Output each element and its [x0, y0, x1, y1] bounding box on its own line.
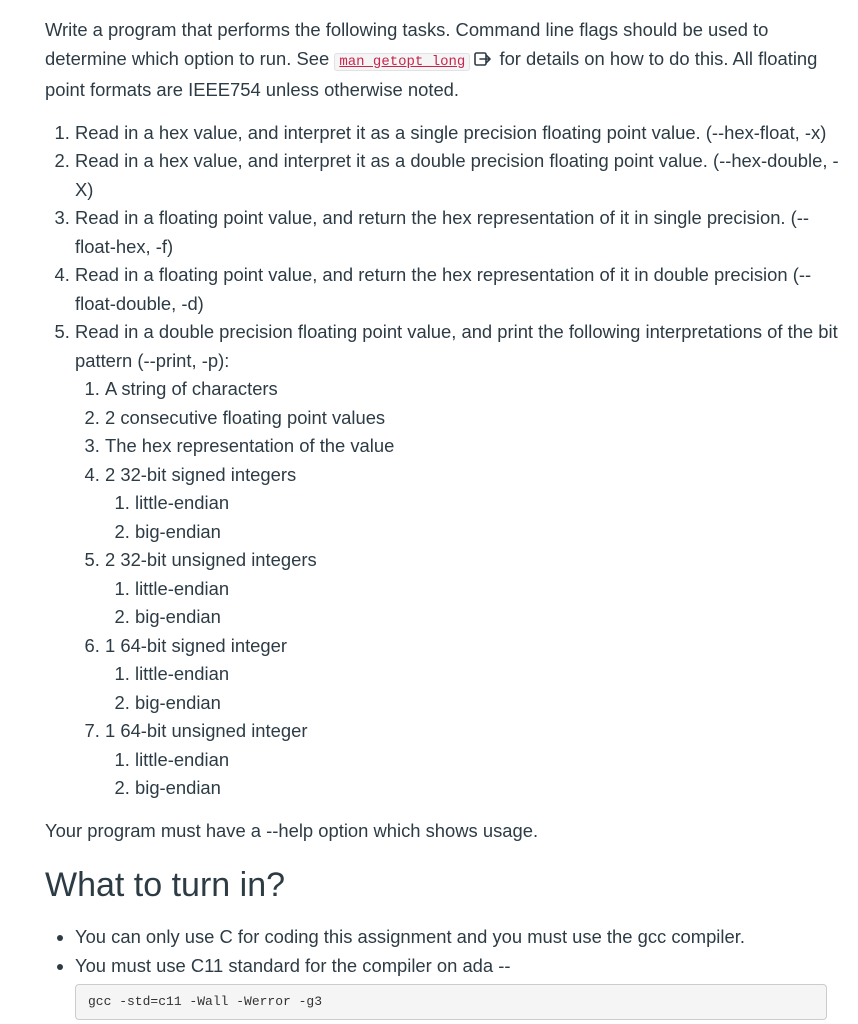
task-item: 3. Read in a floating point value, and return the hex representation of it in single precision. (--float-hex, -f) — [75, 204, 842, 261]
endian-item: 1. little-endian — [135, 660, 842, 689]
interpretation-item: 3. The hex representation of the value — [105, 432, 842, 461]
endian-item: 1. little-endian — [135, 489, 842, 518]
turn-in-heading: What to turn in? — [45, 866, 286, 904]
intro-text-start: Write a program that performs the following tasks. Command line flags should be used to determine which option to run. See — [45, 19, 769, 69]
interpretation-list — [75, 375, 842, 803]
endian-list — [105, 575, 842, 632]
interpretation-item: 1. A string of characters — [105, 375, 842, 404]
getopt-link[interactable]: man getopt_long — [334, 53, 470, 71]
interpretation-item: 2. 2 consecutive floating point values — [105, 404, 842, 433]
external-link-icon — [474, 47, 492, 76]
compile-command: gcc -std=c11 -Wall -Werror -g3 — [75, 984, 827, 1020]
interpretation-label: 1 64-bit signed integer — [105, 634, 287, 656]
endian-item: 2. big-endian — [135, 774, 842, 803]
task-list — [45, 119, 842, 803]
help-note: Your program must have a --help option which shows usage. — [45, 819, 539, 841]
turn-in-item: • You can only use C for coding this assignment and you must use the gcc compiler. — [75, 923, 842, 952]
interpretation-label: 2 32-bit unsigned integers — [105, 549, 317, 570]
intro-text-end: for details on how to do this. All floating point formats are IEEE754 unless otherwise noted. — [45, 47, 818, 100]
interpretation-item — [105, 461, 842, 547]
endian-list — [105, 489, 842, 546]
endian-item: 1. little-endian — [135, 575, 842, 604]
endian-list — [105, 660, 842, 717]
task-item: 1. Read in a hex value, and interpret it as a single precision floating point value. (--hex-float, -x) — [75, 119, 842, 148]
interpretation-label: 2 32-bit signed integers — [105, 463, 297, 485]
interpretation-item — [105, 717, 842, 803]
interpretation-item — [105, 546, 842, 632]
task-item: 4. Read in a floating point value, and return the hex representation of it in double precision (--float-double, -d) — [75, 261, 842, 318]
endian-item: 2. big-endian — [135, 603, 842, 632]
turn-in-list — [45, 923, 842, 1020]
endian-item: 2. big-endian — [135, 689, 842, 718]
task-item — [75, 318, 842, 803]
endian-item: 1. little-endian — [135, 746, 842, 775]
turn-in-item — [75, 952, 842, 1021]
interpretation-item — [105, 632, 842, 718]
endian-item: 2. big-endian — [135, 518, 842, 547]
endian-list — [105, 746, 842, 803]
turn-in-text: You must use C11 standard for the compiler on ada -- — [75, 954, 511, 976]
interpretation-label: 1 64-bit unsigned integer — [105, 720, 308, 741]
intro-paragraph — [45, 16, 842, 105]
task-item: 2. Read in a hex value, and interpret it as a double precision floating point value. (--hex-double, -X) — [75, 147, 842, 204]
task-print-text: Read in a double precision floating point value, and print the following interpretations of the bit pattern (--print, -p): — [75, 321, 838, 371]
